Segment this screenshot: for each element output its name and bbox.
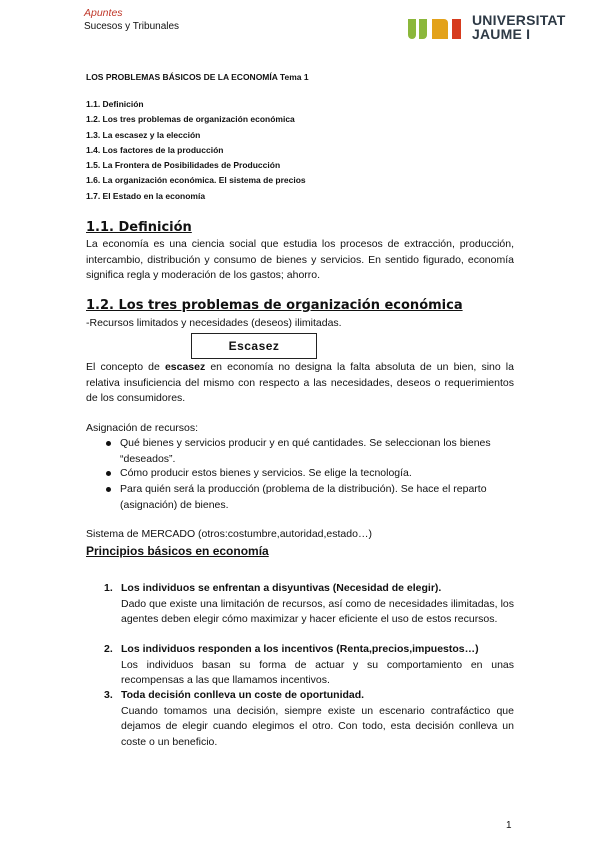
toc-item: 1.7. El Estado en la economía [86,190,206,201]
subject-label: Sucesos y Tribunales [84,21,180,32]
principle-description: Cuando tomamos una decisión, siempre existe un escenario contrafáctico que dejamos de elegir cuando elegimos el otro. Con todo, esta decisión conlleva un coste o un beneficio. [121,704,514,748]
principle-item [104,688,514,750]
recursos-intro: -Recursos limitados y necesidades (deseos) ilimitadas. [86,317,342,329]
list-item [106,466,514,482]
logo-block-green [408,19,416,39]
toc-item: 1.2. Los tres problemas de organización económica [86,114,295,125]
escasez-text-after: en economía no designa la falta absoluta de un bien, sino la relativa insuficiencia del mismo con respecto a las necesidades, deseos o requerimientos de los consumidores. [86,361,514,405]
bullet-icon [106,441,111,446]
logo-block-orange [432,19,448,39]
principios-heading: Principios básicos en economía [86,544,269,558]
toc-item: 1.3. La escasez y la elección [86,129,201,140]
asignacion-label: Asignación de recursos: [86,422,199,434]
principle-item [104,581,514,628]
toc-item: 1.6. La organización económica. El sistema de precios [86,175,306,186]
toc-item: 1.5. La Frontera de Posibilidades de Producción [86,160,281,171]
escasez-paragraph [86,360,514,407]
principle-item [104,642,514,689]
bullet-text: Para quién será la producción (problema de la distribución). Se hace el reparto (asignación) de bienes. [120,483,487,511]
bullet-icon [106,487,111,492]
principle-title: Toda decisión conlleva un coste de oportunidad. [121,689,365,701]
logo-block-green-2 [419,19,427,39]
page-number: 1 [506,820,512,831]
logo-line-2: JAUME I [472,26,531,42]
toc-item: 1.4. Los factores de la producción [86,144,224,155]
principle-title: Los individuos se enfrentan a disyuntivas (Necesidad de elegir). [121,582,442,594]
bullet-text: Cómo producir estos bienes y servicios. Se elige la tecnología. [120,467,412,479]
principle-number: 2. [104,643,113,655]
principle-description: Dado que existe una limitación de recursos, así como de necesidades ilimitadas, los agentes deben elegir cómo maximizar y hacer eficiente el uso de estos recursos. [121,597,514,626]
section-heading-problemas: 1.2. Los tres problemas de organización económica [86,298,463,313]
principle-number: 3. [104,689,113,701]
escasez-box: Escasez [191,333,317,359]
document-title: LOS PROBLEMAS BÁSICOS DE LA ECONOMÍA Tema 1 [86,72,309,82]
bullet-text: Qué bienes y servicios producir y en qué cantidades. Se seleccionan los bienes “deseados”. [120,437,491,465]
logo-text [472,13,565,41]
definicion-paragraph: La economía es una ciencia social que estudia los procesos de extracción, producción, intercambio, distribución y consumo de bienes y servicios. En sentido figurado, economía significa regla y moderación de los gastos; ahorro. [86,238,514,282]
list-item [106,436,514,467]
escasez-text-before: El concepto de [86,361,165,373]
table-of-contents [86,97,306,204]
principle-title: Los individuos responden a los incentivos (Renta,precios,impuestos…) [121,643,479,655]
university-logo [408,13,576,43]
document-type-label: Apuntes [84,7,123,19]
section-heading-definicion: 1.1. Definición [86,220,192,235]
list-item [106,482,514,513]
logo-line-1: UNIVERSITAT [472,12,566,28]
principle-description: Los individuos basan su forma de actuar y su comportamiento en unas recompensas a las que llamamos incentivos. [121,658,514,687]
escasez-keyword: escasez [164,361,206,373]
toc-item: 1.1. Definición [86,99,144,109]
bullet-icon [106,471,111,476]
principle-number: 1. [104,582,113,594]
logo-block-red [452,19,461,39]
sistema-mercado: Sistema de MERCADO (otros:costumbre,autoridad,estado…) [86,528,372,540]
